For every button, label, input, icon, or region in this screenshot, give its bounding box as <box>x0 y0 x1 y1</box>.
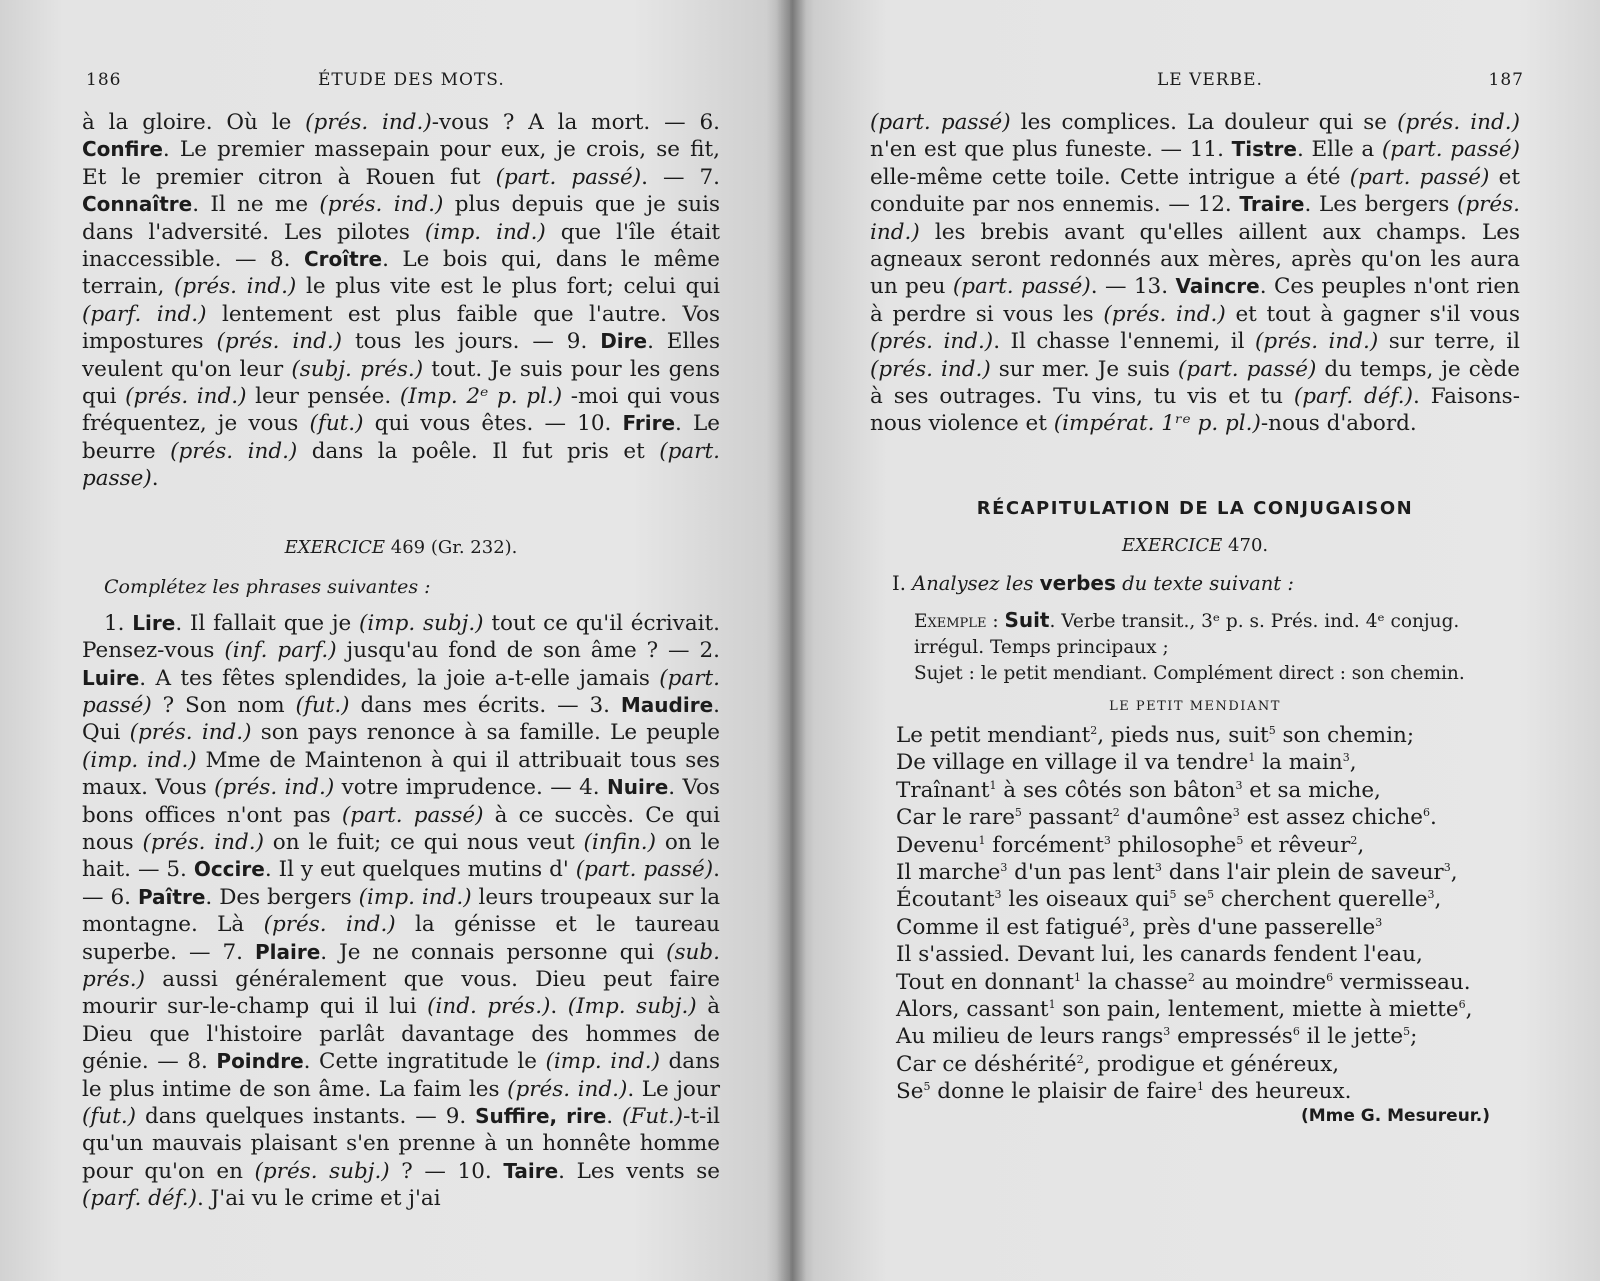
text-run: , <box>1450 859 1458 885</box>
text-run: forcément <box>985 832 1104 858</box>
text-run: . Le beurre <box>82 411 721 464</box>
exercise-heading <box>870 535 1520 556</box>
text-run: . Le bois qui, dans le même terrain, <box>82 247 720 300</box>
text-run: . Je ne connais personne qui <box>320 939 667 965</box>
grammar-hint: (prés. ind.) <box>263 912 396 938</box>
right-continuation-text <box>870 109 1520 438</box>
footnote-number: 1 <box>1248 751 1256 765</box>
text-run: tous les jours. — 9. <box>342 329 601 355</box>
text-run: Mme de Maintenon à qui il attribuait tous ses maux. Vous <box>82 747 721 801</box>
text-run: , prodigue et généreux, <box>1083 1051 1340 1077</box>
text-run: les brebis avant qu'elles aillent aux champs. Les agneaux seront redonnés aux mères, après qu'on les aura un peu <box>870 219 1520 300</box>
verb-keyword: Dire <box>600 329 648 354</box>
footnote-number: 5 <box>1268 723 1276 737</box>
grammar-hint: (imp. ind.) <box>424 219 546 245</box>
right-body <box>870 109 1520 1126</box>
text-run: -vous ? A la mort. — 6. <box>431 110 720 135</box>
footnote-number: 6 <box>1292 1025 1300 1039</box>
grammar-hint: (part. passé) <box>341 802 484 828</box>
text-run: . — 13. <box>1090 274 1176 300</box>
footnote-number: 2 <box>1187 970 1195 984</box>
text-run: le plus vite est le plus fort; celui qui <box>296 274 720 300</box>
footnote-number: 5 <box>1207 888 1215 902</box>
text-run: tout. Je suis pour les gens qui <box>82 356 721 410</box>
text-run: Devenu <box>896 832 979 858</box>
left-running-head <box>0 70 790 94</box>
text-run: à Dieu que l'histoire parlât davantage des hommes de génie. — 8. <box>82 994 721 1075</box>
poem-title: LE PETIT MENDIANT <box>1109 698 1281 714</box>
footnote-number: 2 <box>1350 833 1358 847</box>
footnote-number: 3 <box>1375 915 1383 929</box>
footnote-number: 3 <box>1342 751 1350 765</box>
grammar-hint: (prés. ind.) <box>870 329 994 355</box>
grammar-hint: (imp. subj.) <box>358 610 484 636</box>
grammar-hint: (prés. ind.) <box>170 438 298 464</box>
footnote-number: 5 <box>923 1080 931 1093</box>
text-run: ; <box>1410 1024 1418 1050</box>
footnote-number: 2 <box>1112 805 1120 819</box>
grammar-hint: (subj. prés.) <box>291 356 424 382</box>
left-continuation-text <box>82 109 720 493</box>
grammar-hint: (prés. ind.) <box>125 384 247 410</box>
poem-line <box>896 1051 1520 1078</box>
example-line: Exemple : Suit. Verbe transit., 3ᵉ p. s. Prés. ind. 4ᵉ conjug. irrégul. Temps principaux ; <box>914 607 1460 658</box>
text-run: et rêveur <box>1243 832 1351 858</box>
footnote-number: 5 <box>1236 833 1244 847</box>
footnote-number: 1 <box>989 778 997 792</box>
text-run: . Les bergers <box>1304 192 1457 218</box>
text-run: -nous d'abord. <box>1260 411 1417 437</box>
instruction-keyword: verbes <box>1039 570 1116 595</box>
grammar-hint: (impérat. 1ʳᵉ p. pl.) <box>1053 411 1261 437</box>
text-run: dans mes écrits. — 3. <box>349 692 621 718</box>
grammar-hint: (inf. parf.) <box>224 638 337 664</box>
example-word: Suit <box>1004 607 1050 632</box>
grammar-hint: (infin.) <box>583 829 657 855</box>
grammar-hint: (part. passé) <box>495 164 642 190</box>
poem-line <box>896 1023 1520 1050</box>
footnote-number: 3 <box>1163 1025 1171 1039</box>
text-run: , <box>1434 887 1442 913</box>
text-run: Le petit mendiant <box>896 722 1091 748</box>
footnote-number: 3 <box>1232 805 1240 819</box>
text-run: se <box>1176 887 1208 913</box>
poem-line <box>896 1078 1520 1105</box>
grammar-hint: (Imp. 2ᵉ p. pl.) <box>399 384 563 410</box>
text-run: . — 6. <box>82 857 721 910</box>
grammar-hint: (Imp. subj.) <box>567 994 697 1020</box>
text-run: . — 7. <box>641 164 720 190</box>
footnote-number: 6 <box>1326 970 1334 984</box>
grammar-hint: (part. passé) <box>1349 164 1490 190</box>
footnote-number: 3 <box>1235 778 1243 792</box>
grammar-hint: (part. passé) <box>82 665 720 718</box>
verb-keyword: Confire <box>82 137 163 162</box>
text-run: . Il y eut quelques mutins d' <box>264 857 576 883</box>
text-run: son pain, lentement, miette à miette <box>1055 996 1459 1022</box>
grammar-hint: (imp. ind.) <box>82 747 197 773</box>
text-run: . Il ne me <box>192 192 320 218</box>
text-run: . Il fallait que je <box>175 610 359 636</box>
text-run: sur terre, il <box>1378 329 1521 355</box>
text-run: ? Son nom <box>151 692 296 718</box>
verb-keyword: Luire <box>82 665 140 690</box>
text-run: . Des bergers <box>205 884 359 910</box>
text-run: que l'île était inaccessible. — 8. <box>82 219 721 273</box>
text-run: 1. <box>104 610 133 636</box>
text-run: elle-même cette toile. Cette intrigue a été <box>870 164 1350 190</box>
text-run: cherchent querelle <box>1214 887 1428 913</box>
text-run: on le fuit; ce qui nous veut <box>263 829 584 855</box>
footnote-number: 3 <box>1000 860 1008 874</box>
poem-line <box>896 996 1520 1023</box>
poem-line <box>896 941 1520 968</box>
footnote-number: 6 <box>1423 805 1431 819</box>
poem-line <box>896 886 1520 913</box>
text-run: est assez chiche <box>1239 805 1424 831</box>
poem-line <box>896 777 1520 804</box>
text-run: donne le plaisir de faire <box>930 1079 1198 1105</box>
text-run: Comme il est fatigué <box>896 914 1123 940</box>
exercise-heading <box>82 537 720 558</box>
text-run: du temps, je cède à ses outrages. Tu vins, tu vis et tu <box>870 356 1520 410</box>
text-run: , près d'une passerelle <box>1129 914 1376 940</box>
grammar-hint: (prés. ind.) <box>507 1076 628 1102</box>
grammar-hint: (imp. ind.) <box>358 884 472 910</box>
verb-keyword: Connaître <box>82 192 193 217</box>
left-body <box>82 109 720 1213</box>
running-title: LE VERBE. <box>1157 70 1263 90</box>
text-run: . Elle a <box>1296 137 1382 163</box>
grammar-hint: (part. passé) <box>575 857 714 883</box>
footnote-number: 1 <box>1074 970 1082 984</box>
text-run: il le jette <box>1299 1024 1404 1050</box>
exercise-text <box>82 610 720 1213</box>
text-run: la génisse et le taureau superbe. — 7. <box>82 912 721 965</box>
text-run: Il marche <box>896 859 1001 885</box>
text-run: son pays renonce à sa famille. Le peuple <box>251 720 720 746</box>
instruction-part-a: Analysez les <box>912 571 1034 595</box>
text-run: la chasse <box>1081 969 1188 995</box>
grammar-hint: (part. passé) <box>1177 356 1317 382</box>
text-run: . Qui <box>82 692 720 746</box>
verb-keyword: Vaincre <box>1175 274 1260 299</box>
text-run: . Il chasse l'ennemi, il <box>993 329 1256 355</box>
text-run: la main <box>1255 750 1343 776</box>
exercise-heading-label: EXERCICE <box>284 536 386 558</box>
text-run: . Le jour <box>627 1076 720 1102</box>
text-run: dans le plus intime de son âme. La faim les <box>82 1049 720 1102</box>
poem-line <box>896 749 1520 776</box>
text-run: et sa miche, <box>1242 777 1381 803</box>
footnote-number: 6 <box>1458 997 1466 1011</box>
text-run: Il s'assied. Devant lui, les canards fendent l'eau, <box>896 942 1423 968</box>
text-run: plus depuis que je suis dans l'adversité. Les pilotes <box>82 192 720 245</box>
verb-keyword: Nuire <box>607 775 669 800</box>
text-run: à la gloire. Où le <box>82 110 306 135</box>
grammar-hint: (fut.) <box>295 692 350 718</box>
text-run: leur pensée. <box>246 384 400 410</box>
text-run: à ses côtés son bâton <box>996 777 1236 803</box>
grammar-hint: (parf. ind.) <box>82 301 207 327</box>
text-run: n'en est que plus funeste. — 11. <box>870 137 1232 163</box>
text-run: et tout à gagner s'il vous <box>1225 301 1521 327</box>
text-run: , pieds nus, suit <box>1097 722 1269 748</box>
text-run: . Ces peuples n'ont rien à perdre si vous les <box>870 274 1520 327</box>
text-run: les complices. La douleur qui se <box>1010 110 1398 135</box>
text-run: à ce succès. Ce qui nous <box>82 802 720 855</box>
running-title: ÉTUDE DES MOTS. <box>318 70 505 90</box>
verb-keyword: Croître <box>303 247 383 272</box>
poem-line <box>896 969 1520 996</box>
text-run: . Elles veulent qu'on leur <box>82 329 721 382</box>
grammar-hint: (fut.) <box>82 1104 137 1129</box>
verb-keyword: Suffire, rire <box>475 1104 607 1128</box>
poem-line <box>896 859 1520 886</box>
verb-keyword: Paître <box>137 884 206 909</box>
footnote-number: 3 <box>1443 860 1451 874</box>
grammar-hint: (prés. ind.) <box>319 192 444 218</box>
verb-keyword: Lire <box>132 610 176 635</box>
text-run: passant <box>1021 805 1113 831</box>
text-run: vermisseau. <box>1333 969 1471 995</box>
grammar-hint: (parf. déf.) <box>1293 384 1413 410</box>
footnote-number: 1 <box>1197 1080 1205 1093</box>
grammar-hint: (prés. ind.) <box>142 829 264 855</box>
footnote-number: 1 <box>978 833 986 847</box>
text-run: ? — 10. <box>389 1158 504 1184</box>
page-number: 186 <box>86 70 122 90</box>
grammar-hint: (prés. ind.) <box>214 775 335 801</box>
text-run: Traînant <box>896 777 990 803</box>
verb-keyword: Frire <box>622 411 676 436</box>
text-run: . Le premier massepain pour eux, je crois, se fit, Et le premier citron à Rouen fut <box>82 137 720 190</box>
grammar-hint: (part. passe) <box>82 438 721 492</box>
footnote-number: 5 <box>1403 1025 1411 1039</box>
footnote-number: 3 <box>1154 860 1162 874</box>
verb-keyword: Tistre <box>1231 137 1297 162</box>
text-run: philosophe <box>1110 832 1237 858</box>
text-run: lentement est plus faible que l'autre. Vos impostures <box>82 301 720 355</box>
text-run: , <box>1357 832 1365 858</box>
grammar-hint: (prés. ind.) <box>173 274 297 300</box>
verb-keyword: Plaire <box>255 939 321 964</box>
text-run: d'aumône <box>1119 805 1233 831</box>
text-run: au moindre <box>1194 969 1327 995</box>
text-run: empressés <box>1170 1024 1293 1050</box>
grammar-hint: (prés. ind.) <box>870 356 991 382</box>
page-number: 187 <box>1488 70 1524 90</box>
grammar-hint: (prés. ind.) <box>870 192 1520 245</box>
text-run: . J'ai vu le crime et j'ai <box>197 1186 441 1212</box>
verb-keyword: Poindre <box>216 1049 304 1074</box>
text-run: dans l'air plein de saveur <box>1161 859 1444 885</box>
footnote-number: 2 <box>1090 723 1098 737</box>
text-run: . A tes fêtes splendides, la joie a-t-elle jamais <box>139 665 660 691</box>
verb-keyword: Taire <box>503 1158 559 1183</box>
text-run: Au milieu de leurs rangs <box>896 1024 1164 1050</box>
text-run: . <box>550 994 568 1020</box>
exercise-instruction: Complétez les phrases suivantes : <box>104 575 431 598</box>
text-run: -moi qui vous fréquentez, je vous <box>82 384 720 437</box>
example-label: Exemple <box>914 610 987 632</box>
footnote-number: 3 <box>1427 888 1435 902</box>
text-run: dans la poêle. Il fut pris et <box>297 438 660 464</box>
grammar-hint: (fut.) <box>309 411 364 437</box>
instruction-number: I. <box>892 571 906 595</box>
text-run: on le hait. — 5. <box>82 829 720 883</box>
poem-line <box>896 804 1520 831</box>
grammar-hint: (imp. ind.) <box>545 1049 660 1075</box>
text-run: dans quelques instants. — 9. <box>136 1104 476 1129</box>
subject-line: Sujet : le petit mendiant. Complément direct : son chemin. <box>914 662 1465 684</box>
analysis-instruction <box>870 570 1520 597</box>
instruction-part-c: du texte suivant : <box>1122 571 1294 595</box>
grammar-hint: (Fut.) <box>622 1104 684 1129</box>
grammar-hint: (part. passé) <box>1381 137 1520 163</box>
poem-line <box>896 914 1520 941</box>
grammar-hint: (prés. ind.) <box>216 329 343 355</box>
verb-keyword: Traire <box>1239 192 1305 217</box>
exercise-heading-label: EXERCICE <box>1121 534 1223 556</box>
text-run: jusqu'au fond de son âme ? — 2. <box>336 638 720 664</box>
text-run: les oiseaux qui <box>1001 887 1170 913</box>
grammar-hint: (part. passé) <box>870 110 1011 135</box>
section-title: RÉCAPITULATION DE LA CONJUGAISON <box>976 497 1414 519</box>
text-run: -t-il qu'un mauvais plaisant s'en prenne à un honnête homme pour qu'on en <box>82 1104 720 1184</box>
text-run: et conduite par nos ennemis. — 12. <box>870 164 1520 218</box>
grammar-hint: (sub. prés.) <box>82 939 720 992</box>
grammar-hint: (prés. ind.) <box>305 110 432 135</box>
text-run: Écoutant <box>896 887 995 913</box>
footnote-number: 3 <box>994 888 1002 902</box>
right-page <box>790 0 1600 1281</box>
book-gutter-shadow <box>776 0 806 1281</box>
right-running-head <box>790 70 1600 94</box>
grammar-hint: (prés. subj.) <box>254 1158 390 1184</box>
text-run: , <box>1465 996 1473 1022</box>
poem <box>870 722 1520 1106</box>
exercise-heading-number: 469 (Gr. 232). <box>385 536 518 558</box>
grammar-hint: (prés. ind.) <box>1397 110 1520 135</box>
text-run: aussi généralement que vous. Dieu peut faire mourir sur-le-champ qui il lui <box>82 966 720 1020</box>
text-run: , <box>1349 750 1357 776</box>
poem-line <box>896 722 1520 749</box>
text-run: sur mer. Je suis <box>990 356 1178 382</box>
text-run: . <box>1430 805 1437 831</box>
left-page <box>0 0 790 1281</box>
footnote-number: 5 <box>1169 888 1177 902</box>
grammar-hint: (prés. ind.) <box>1103 301 1226 327</box>
text-run: Car le rare <box>896 805 1015 831</box>
grammar-hint: (parf. déf.) <box>82 1186 198 1212</box>
grammar-hint: (part. passé) <box>952 274 1091 300</box>
footnote-number: 1 <box>1048 997 1056 1011</box>
verb-keyword: Occire <box>193 857 265 882</box>
grammar-hint: (prés. ind.) <box>1255 329 1379 355</box>
footnote-number: 2 <box>1076 1052 1084 1066</box>
footnote-number: 3 <box>1122 915 1130 929</box>
example-text: . Verbe transit., 3ᵉ p. s. Prés. ind. 4ᵉ conjug. irrégul. Temps principaux ; <box>914 610 1460 658</box>
text-run: leurs troupeaux sur la montagne. Là <box>82 884 721 938</box>
text-run: Tout en donnant <box>896 969 1075 995</box>
poem-author: (Mme G. Mesureur.) <box>1300 1105 1490 1126</box>
footnote-number: 3 <box>1103 833 1111 847</box>
text-run: De village en village il va tendre <box>896 750 1249 776</box>
footnote-number: 5 <box>1014 805 1022 819</box>
text-run: . <box>151 466 159 492</box>
exercise-heading-number: 470. <box>1222 534 1269 556</box>
text-run: . Les vents se <box>558 1158 720 1184</box>
text-run: . Faisons-nous violence et <box>870 384 1520 437</box>
text-run: d'un pas lent <box>1007 859 1155 885</box>
text-run: . Vos bons offices n'ont pas <box>82 775 721 828</box>
text-run: . <box>606 1104 623 1129</box>
text-run: Alors, cassant <box>896 996 1049 1022</box>
text-run: des heureux. <box>1204 1079 1352 1105</box>
text-run: son chemin; <box>1275 722 1415 748</box>
text-run: votre imprudence. — 4. <box>334 775 607 801</box>
grammar-hint: (prés. ind.) <box>129 720 252 746</box>
verb-keyword: Maudire <box>620 692 714 717</box>
text-run: Car ce déshérité <box>896 1051 1077 1077</box>
grammar-hint: (ind. prés.) <box>427 994 551 1020</box>
text-run: qui vous êtes. — 10. <box>363 411 623 437</box>
text-run: Se <box>896 1079 924 1105</box>
text-run: tout ce qu'il écrivait. Pensez-vous <box>82 610 720 664</box>
text-run: . Cette ingratitude le <box>303 1049 546 1075</box>
poem-line <box>896 832 1520 859</box>
